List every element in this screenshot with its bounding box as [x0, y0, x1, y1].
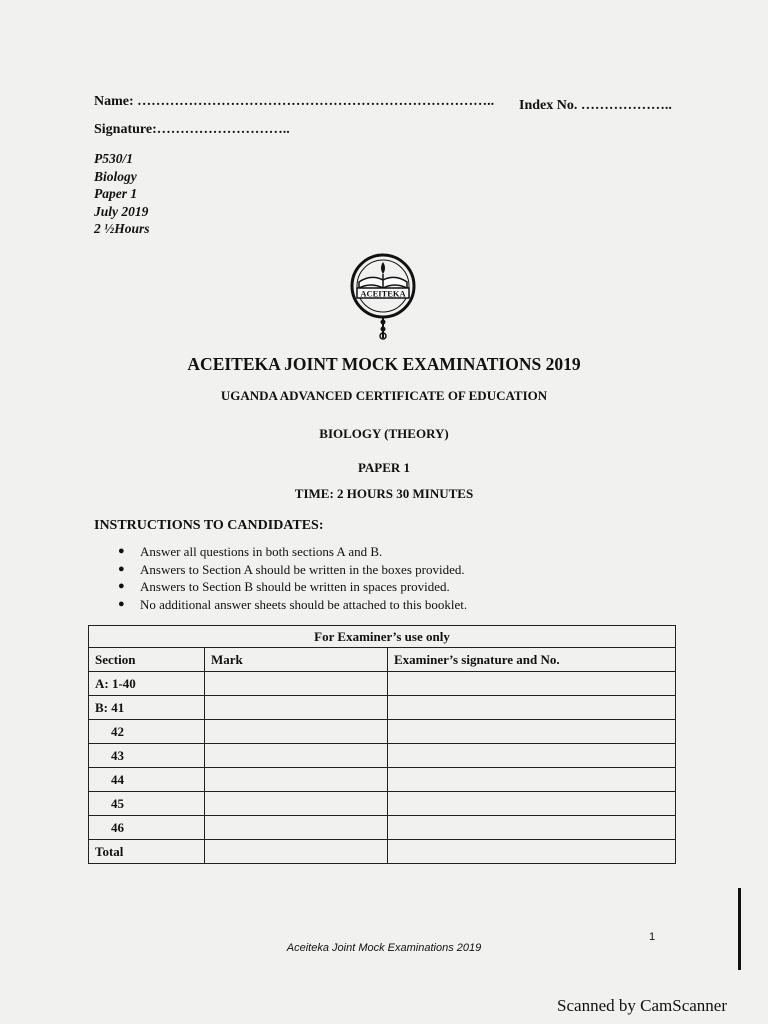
- instruction-item: ● Answers to Section A should be written in the boxes provided.: [118, 561, 465, 577]
- mark-cell[interactable]: [205, 744, 388, 768]
- paper-meta: [94, 150, 150, 238]
- section-cell: 46: [89, 816, 205, 840]
- table-row: [89, 672, 676, 696]
- examiner-table-caption: For Examiner’s use only: [89, 626, 676, 648]
- exam-paper: PAPER 1: [357, 460, 411, 475]
- table-row: [89, 696, 676, 720]
- table-row: [89, 792, 676, 816]
- paper-number: Paper 1: [94, 186, 138, 201]
- signature-cell[interactable]: [388, 792, 676, 816]
- mark-cell[interactable]: [205, 816, 388, 840]
- page-footer: Aceiteka Joint Mock Examinations 2019: [286, 942, 482, 954]
- instructions-list: [118, 543, 467, 613]
- section-cell: B: 41: [89, 696, 205, 720]
- section-cell: Total: [89, 840, 205, 864]
- index-number-field: Index No. ………………..: [519, 98, 672, 113]
- signature-cell[interactable]: [388, 840, 676, 864]
- exam-subtitle: UGANDA ADVANCED CERTIFICATE OF EDUCATION: [220, 388, 548, 403]
- exam-title: ACEITEKA JOINT MOCK EXAMINATIONS 2019: [187, 354, 581, 374]
- crest-text: ACEITEKA: [360, 288, 406, 299]
- mark-cell[interactable]: [205, 792, 388, 816]
- paper-code: P530/1: [94, 151, 133, 166]
- instructions-heading: INSTRUCTIONS TO CANDIDATES:: [94, 518, 324, 533]
- instruction-item: ● Answer all questions in both sections A and B.: [118, 544, 383, 559]
- section-cell: 44: [89, 768, 205, 792]
- signature-cell[interactable]: [388, 672, 676, 696]
- signature-field: Signature:………………………..: [94, 122, 290, 137]
- column-header-signature: Examiner’s signature and No.: [388, 648, 676, 672]
- section-cell: 43: [89, 744, 205, 768]
- signature-cell[interactable]: [388, 696, 676, 720]
- section-cell: A: 1-40: [89, 672, 205, 696]
- scanner-watermark: Scanned by CamScanner: [557, 996, 727, 1015]
- scan-edge-divider: [738, 888, 741, 970]
- signature-cell[interactable]: [388, 816, 676, 840]
- paper-subject: Biology: [94, 168, 137, 184]
- section-cell: 42: [89, 720, 205, 744]
- table-row: [89, 840, 676, 864]
- bullet-icon: ●: [118, 545, 125, 557]
- bullet-icon: ●: [118, 562, 125, 575]
- signature-cell[interactable]: [388, 768, 676, 792]
- table-row: [89, 720, 676, 744]
- name-field: Name: …………………………………………………………………..: [94, 94, 495, 109]
- paper-duration: 2 ½Hours: [94, 221, 150, 236]
- column-header-section: Section: [89, 648, 205, 672]
- aceiteka-crest-icon: [343, 252, 423, 342]
- bullet-icon: ●: [118, 580, 125, 593]
- exam-time: TIME: 2 HOURS 30 MINUTES: [294, 486, 474, 501]
- mark-cell[interactable]: [205, 768, 388, 792]
- instruction-item: ● No additional answer sheets should be attached to this booklet.: [118, 596, 468, 612]
- table-row: [89, 744, 676, 768]
- page-number: 1: [649, 931, 656, 943]
- mark-cell[interactable]: [205, 720, 388, 744]
- examiner-table: [88, 625, 676, 864]
- table-row: [89, 816, 676, 840]
- signature-cell[interactable]: [388, 720, 676, 744]
- mark-cell[interactable]: [205, 696, 388, 720]
- signature-cell[interactable]: [388, 744, 676, 768]
- table-row: [89, 768, 676, 792]
- paper-date: July 2019: [94, 203, 149, 219]
- bullet-icon: ●: [118, 597, 125, 610]
- section-cell: 45: [89, 792, 205, 816]
- mark-cell[interactable]: [205, 840, 388, 864]
- mark-cell[interactable]: [205, 672, 388, 696]
- exam-subject: BIOLOGY (THEORY): [319, 426, 449, 441]
- instruction-item: ● Answers to Section B should be written in spaces provided.: [118, 579, 450, 595]
- column-header-mark: Mark: [205, 648, 388, 672]
